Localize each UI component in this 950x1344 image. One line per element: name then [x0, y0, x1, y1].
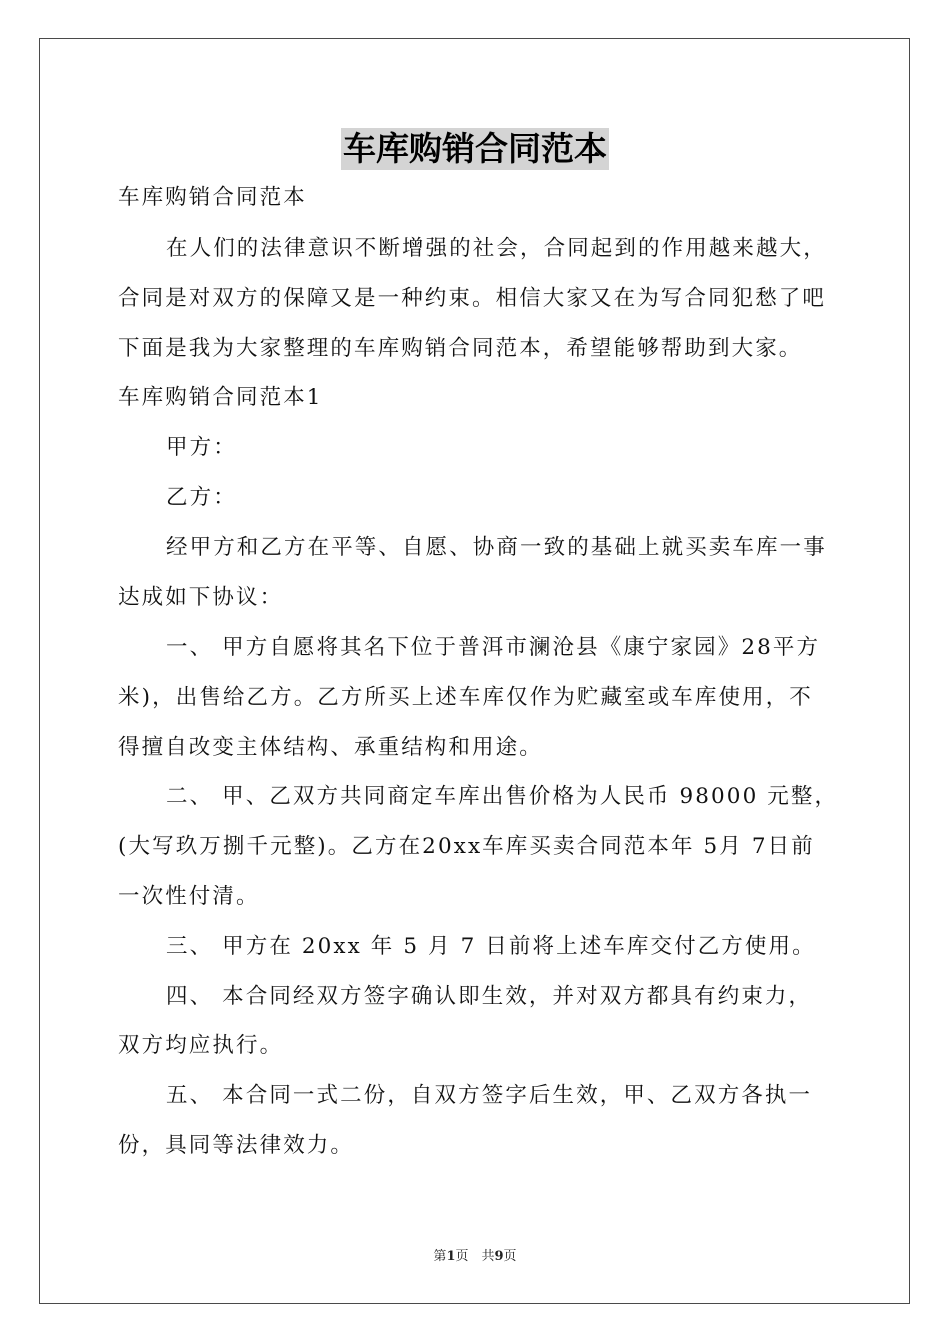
page-footer	[0, 1248, 950, 1266]
intro-line: 在人们的法律意识不断增强的社会，合同起到的作用越来越大，	[166, 236, 827, 261]
clause-line: 双方均应执行。	[118, 1033, 284, 1058]
clause-line: 得擅自改变主体结构、承重结构和用途。	[118, 735, 543, 760]
preamble-line: 经甲方和乙方在平等、自愿、协商一致的基础上就买卖车库一事	[166, 535, 827, 560]
page-label-prefix: 第	[433, 1249, 447, 1264]
clause-line: (大写玖万捌千元整)。乙方在20xx车库买卖合同范本年 5月 7日前	[118, 834, 815, 859]
page-label-mid: 页 共	[455, 1249, 495, 1264]
section-heading: 车库购销合同范本1	[118, 385, 323, 410]
clause-line: 份，具同等法律效力。	[118, 1133, 355, 1158]
page-border	[39, 38, 910, 1304]
document-title: 车库购销合同范本	[343, 129, 607, 168]
party-a-line: 甲方：	[166, 435, 237, 460]
clause-line: 米)，出售给乙方。乙方所买上述车库仅作为贮藏室或车库使用，不	[118, 685, 813, 710]
clause-line: 四、 本合同经双方签字确认即生效，并对双方都具有约束力，	[166, 984, 813, 1009]
title-container	[0, 128, 950, 170]
intro-line: 合同是对双方的保障又是一种约束。相信大家又在为写合同犯愁了吧	[118, 286, 827, 311]
preamble-line: 达成如下协议：	[118, 585, 284, 610]
clause-line: 二、 甲、乙双方共同商定车库出售价格为人民币 98000 元整，	[166, 784, 839, 809]
clause-line: 五、 本合同一式二份，自双方签字后生效，甲、乙双方各执一	[166, 1083, 813, 1108]
clause-line: 三、 甲方在 20xx 年 5 月 7 日前将上述车库交付乙方使用。	[166, 934, 816, 959]
party-b-line: 乙方：	[166, 485, 237, 510]
page-total: 9	[494, 1249, 504, 1264]
page-current: 1	[446, 1249, 456, 1264]
doc-subtitle: 车库购销合同范本	[118, 185, 307, 210]
clause-line: 一次性付清。	[118, 884, 260, 909]
page-label-suffix: 页	[503, 1249, 517, 1264]
clause-line: 一、 甲方自愿将其名下位于普洱市澜沧县《康宁家园》28平方	[166, 635, 821, 660]
intro-line: 下面是我为大家整理的车库购销合同范本，希望能够帮助到大家。	[118, 336, 803, 361]
